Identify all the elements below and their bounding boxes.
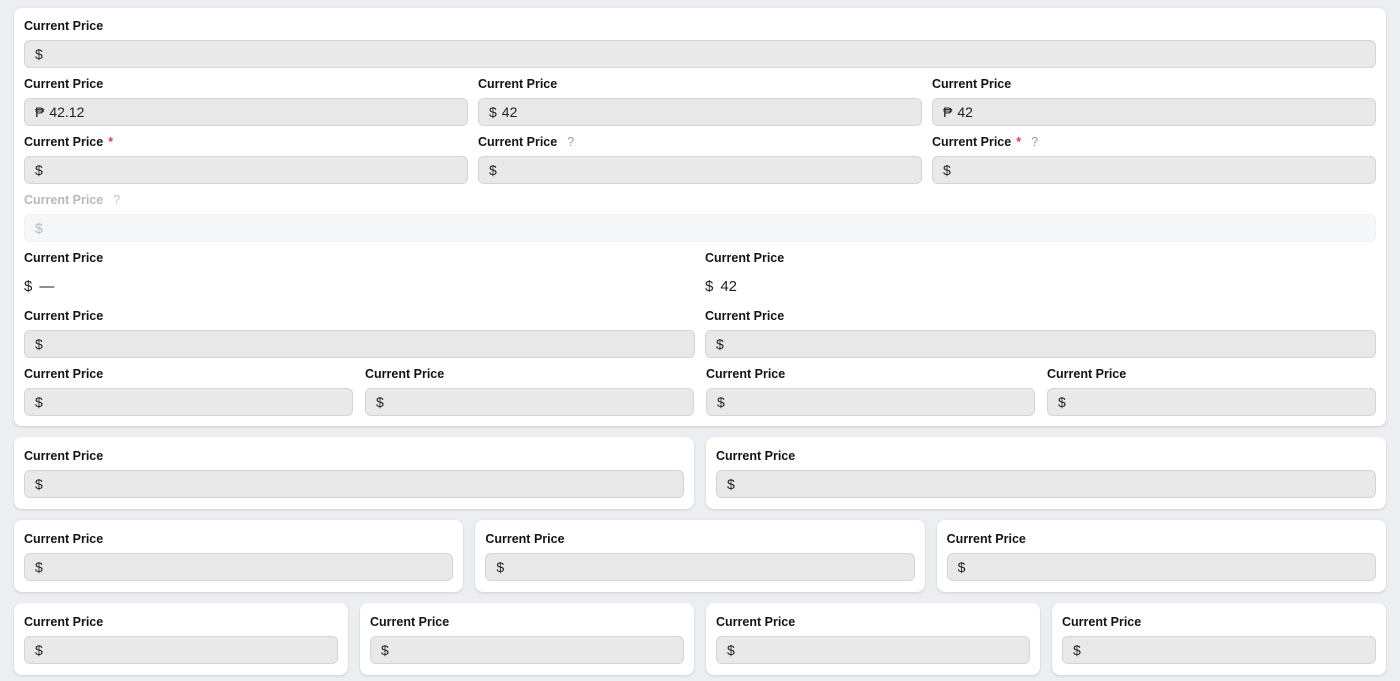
price-input-box[interactable] [706,388,1035,416]
field-label [716,448,1376,464]
row-disabled [24,192,1376,242]
field-label-text: Current Price [706,367,786,381]
price-input[interactable] [729,336,1365,352]
row-four-columns [24,366,1376,416]
price-input-box[interactable] [370,636,684,664]
field-label-text: Current Price [24,449,104,463]
price-input[interactable] [48,642,327,658]
field-label [24,18,1376,34]
field-label-text: Current Price [24,309,104,323]
price-input-box[interactable] [478,156,922,184]
price-field-required-with-help [932,134,1376,184]
field-label-text: Current Price [24,251,104,265]
price-input[interactable] [502,104,911,120]
price-input[interactable] [740,642,1019,658]
currency-prefix: $ [716,336,724,352]
field-label-text: Current Price [24,367,104,381]
price-field-readonly [24,250,695,300]
field-label [24,531,453,547]
price-input[interactable] [502,162,911,178]
price-input-box[interactable] [24,388,353,416]
field-label [24,448,684,464]
price-field-with-help [478,134,922,184]
price-input-box[interactable] [24,636,338,664]
price-card [937,520,1386,592]
field-label-text: Current Price [24,77,104,91]
price-input-box[interactable] [24,156,468,184]
help-icon[interactable]: ? [567,135,575,149]
required-asterisk: * [108,135,114,149]
field-label [706,366,1035,382]
price-input[interactable] [48,559,443,575]
currency-prefix: $ [35,476,43,492]
required-asterisk: * [1016,135,1022,149]
field-label [485,531,914,547]
field-label-text: Current Price [478,135,558,149]
price-card [14,603,348,675]
price-card [706,603,1040,675]
price-card [360,603,694,675]
currency-prefix: $ [1058,394,1066,410]
price-input-box[interactable] [932,98,1376,126]
price-input-box[interactable] [24,553,453,581]
price-input[interactable] [740,476,1365,492]
currency-prefix: $ [496,559,505,575]
price-field [716,614,1030,664]
price-field-required [24,134,468,184]
currency-prefix: $ [489,104,497,120]
price-input[interactable] [1071,394,1365,410]
price-field [478,76,922,126]
price-card [1052,603,1386,675]
price-input[interactable] [389,394,683,410]
field-label [365,366,694,382]
price-card [14,437,694,509]
price-field [24,366,353,416]
currency-prefix: $ [35,394,43,410]
price-input-box[interactable] [485,553,914,581]
price-input[interactable] [957,104,1365,120]
currency-prefix: $ [381,642,389,658]
price-input-box[interactable] [24,330,695,358]
currency-prefix: $ [727,642,735,658]
price-field [365,366,694,416]
currency-prefix: $ [489,162,497,178]
currency-prefix: $ [1073,642,1081,658]
currency-prefix: ₱ [35,104,45,120]
price-input[interactable] [1086,642,1365,658]
price-field [716,448,1376,498]
field-label-text: Current Price [932,77,1012,91]
price-value-text: 42 [720,277,738,295]
currency-prefix: $ [727,476,735,492]
field-label [705,250,1376,266]
price-input[interactable] [48,476,673,492]
price-readonly-value [705,272,1376,300]
currency-prefix: ₱ [943,104,953,120]
currency-prefix: $ [957,559,966,575]
currency-prefix: $ [705,277,714,295]
row-full-width [24,18,1376,68]
field-label-text: Current Price [24,532,104,546]
row-with-values [24,76,1376,126]
field-label [478,134,922,150]
field-label [24,250,695,266]
field-label-text: Current Price [365,367,445,381]
price-input-box [24,214,1376,242]
field-label-text: Current Price [932,135,1012,149]
price-field-disabled [24,192,1376,242]
currency-prefix: $ [35,220,43,236]
field-label-text: Current Price [24,19,104,33]
price-input[interactable] [48,394,342,410]
currency-prefix: $ [35,162,43,178]
price-card [706,437,1386,509]
currency-prefix: $ [35,46,43,62]
help-icon[interactable]: ? [1031,135,1039,149]
price-field [24,531,453,581]
price-input[interactable] [48,336,684,352]
currency-prefix: $ [35,336,43,352]
price-value-text: — [39,277,55,295]
price-input[interactable] [956,162,1365,178]
help-icon: ? [113,193,121,207]
currency-prefix: $ [717,394,725,410]
price-input-box[interactable] [24,98,468,126]
price-card [475,520,924,592]
cards-row-two [14,437,1386,509]
field-label-text: Current Price [370,615,450,629]
field-label [947,531,1376,547]
price-field [947,531,1376,581]
price-field [24,614,338,664]
price-field [24,18,1376,68]
row-two-columns [24,308,1376,358]
field-label [370,614,684,630]
field-label [478,76,922,92]
price-input-box[interactable] [932,156,1376,184]
field-label-text: Current Price [705,251,785,265]
price-readonly-value [24,272,695,300]
price-input-box[interactable] [24,470,684,498]
price-field [370,614,684,664]
price-field [1062,614,1376,664]
currency-prefix: $ [35,559,43,575]
price-field [24,76,468,126]
price-input[interactable] [509,559,904,575]
field-label [24,134,468,150]
price-input[interactable] [730,394,1024,410]
field-label [24,366,353,382]
field-label-text: Current Price [485,532,565,546]
field-label-text: Current Price [705,309,785,323]
price-input-box[interactable] [716,470,1376,498]
price-field [24,308,695,358]
price-input-box[interactable] [1047,388,1376,416]
field-label-text: Current Price [716,449,796,463]
field-label [1062,614,1376,630]
price-input [48,220,1365,236]
price-field [706,366,1035,416]
field-label [1047,366,1376,382]
field-label [24,308,695,324]
price-field [705,308,1376,358]
field-label-text: Current Price [24,615,104,629]
field-label [716,614,1030,630]
price-input-box[interactable] [947,553,1376,581]
field-label [24,192,1376,208]
price-input-box[interactable] [705,330,1376,358]
field-label-text: Current Price [24,193,104,207]
price-input[interactable] [970,559,1365,575]
price-input-box[interactable] [716,636,1030,664]
price-field-readonly [705,250,1376,300]
field-label-text: Current Price [478,77,558,91]
price-input[interactable] [48,46,1365,62]
row-readonly [24,250,1376,300]
currency-prefix: $ [35,642,43,658]
field-label-text: Current Price [946,532,1026,546]
field-label [24,614,338,630]
cards-row-four [14,603,1386,675]
field-variants-panel [14,8,1386,426]
row-with-markers [24,134,1376,184]
field-label-text: Current Price [716,615,796,629]
field-label-text: Current Price [24,135,104,149]
price-input[interactable] [48,162,457,178]
price-input-box[interactable] [365,388,694,416]
price-field [932,76,1376,126]
price-input[interactable] [49,104,457,120]
currency-prefix: $ [24,277,33,295]
price-field [1047,366,1376,416]
field-label [24,76,468,92]
price-field [485,531,914,581]
price-field [24,448,684,498]
cards-row-three [14,520,1386,592]
price-input-box[interactable] [24,40,1376,68]
price-card [14,520,463,592]
field-label-text: Current Price [1062,615,1142,629]
field-label [932,134,1376,150]
field-label-text: Current Price [1047,367,1127,381]
price-input-box[interactable] [1062,636,1376,664]
currency-prefix: $ [376,394,384,410]
price-input[interactable] [394,642,673,658]
field-label [705,308,1376,324]
price-input-box[interactable] [478,98,922,126]
currency-prefix: $ [943,162,951,178]
field-label [932,76,1376,92]
